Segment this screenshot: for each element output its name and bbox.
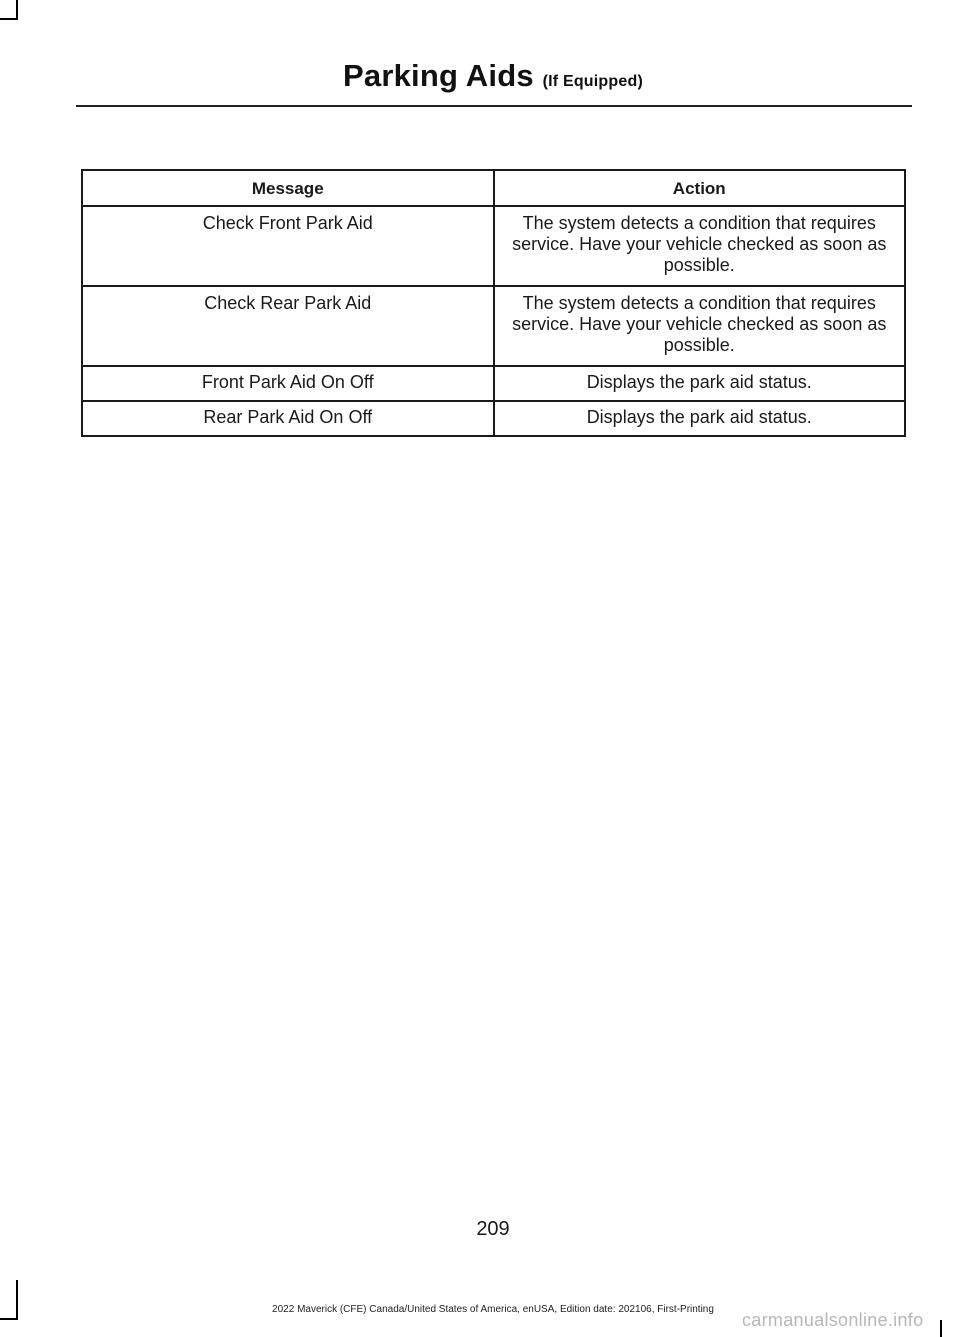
message-table (81, 169, 906, 437)
table-row (82, 401, 905, 436)
section-subtitle: (If Equipped) (542, 73, 643, 90)
action-cell: Displays the park aid status. (494, 366, 906, 401)
message-cell: Check Rear Park Aid (82, 286, 494, 366)
action-cell: The system detects a condition that requires service. Have your vehicle checked as soon as possible. (494, 286, 906, 366)
page-title (0, 58, 960, 94)
section-title: Parking Aids (343, 58, 534, 93)
action-cell: Displays the park aid status. (494, 401, 906, 436)
table-row (82, 366, 905, 401)
crop-mark (0, 1318, 18, 1320)
table-row (82, 206, 905, 286)
column-header-message: Message (82, 170, 494, 206)
edition-footer: 2022 Maverick (CFE) Canada/United States of America, enUSA, Edition date: 202106, First-Printing (272, 1304, 714, 1315)
watermark-text: carmanualsonline.info (742, 1310, 924, 1330)
message-cell: Check Front Park Aid (82, 206, 494, 286)
crop-mark (16, 0, 18, 20)
table-row (82, 286, 905, 366)
action-cell: The system detects a condition that requires service. Have your vehicle checked as soon as possible. (494, 206, 906, 286)
crop-mark (0, 18, 18, 20)
column-header-action: Action (494, 170, 906, 206)
message-cell: Front Park Aid On Off (82, 366, 494, 401)
message-cell: Rear Park Aid On Off (82, 401, 494, 436)
table-header-row (82, 170, 905, 206)
header-divider (76, 105, 912, 107)
page-number: 209 (476, 1218, 510, 1240)
